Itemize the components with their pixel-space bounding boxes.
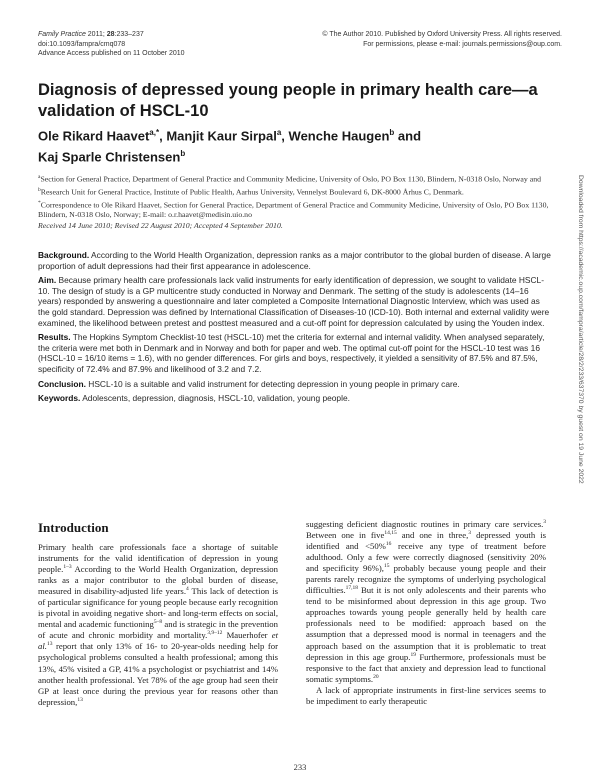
body-text: According to the World Health Organization, depression ranks as a major contributor to the global burden of disease, measured in disability-adjusted life years. xyxy=(38,564,278,597)
abstract xyxy=(38,250,553,408)
received-dates: Received 14 June 2010; Revised 22 August 2010; Accepted 4 September 2010. xyxy=(38,220,283,230)
abstract-background xyxy=(38,250,553,271)
advance-access: Advance Access published on 11 October 2010 xyxy=(38,50,185,58)
citation-ref[interactable]: 3 xyxy=(468,530,472,537)
affil-b: Research Unit for General Practice, Institute of Public Health, Aarhus University, Vennelyst Boulevard 6, DK-8000 Århus C, Denmark. xyxy=(40,187,464,197)
page-number: 233 xyxy=(293,762,307,772)
permissions: For permissions, please e-mail: journals.permissions@oup.com. xyxy=(363,40,562,48)
author-name: Kaj Sparle Christensen xyxy=(38,149,181,165)
journal-year: 2011; xyxy=(85,31,107,38)
body-text: depressed youth is identified and <50% xyxy=(306,530,546,552)
abstract-text: Because primary health care professionals lack valid instruments for early identification of depression, we sought to validate HSCL-10. The design of study is a GP multicentre study conducted in Norway and Denmark. The setting of the study is adolescents (14–16 years) responded by answering a questionnaire and later completed a Composite International Diagnostic Interview, which was used as the gold standard. Depression was defined by International Classification of Diseases-10 (ICD-10). Both internal and external validity were examined, the likelihood between pretest and posttest measured and a cut-off point for depression calculated by using the Youden index. xyxy=(38,275,550,328)
download-watermark xyxy=(574,175,586,575)
abstract-label: Results. xyxy=(38,332,71,343)
article-title: Diagnosis of depressed young people in primary health care—a validation of HSCL-10 xyxy=(38,81,538,120)
author-affil-mark: a, xyxy=(149,128,156,137)
citation-ref[interactable]: 13 xyxy=(77,696,83,703)
copyright: © The Author 2010. Published by Oxford University Press. All rights reserved. xyxy=(322,31,562,38)
citation-line xyxy=(38,30,185,40)
abstract-label: Aim. xyxy=(38,275,57,286)
body-text: and one in three, xyxy=(396,530,469,541)
affiliations xyxy=(38,172,558,231)
doi[interactable]: doi:10.1093/fampra/cmq078 xyxy=(38,40,126,48)
journal-name: Family Practice xyxy=(38,31,86,38)
body-paragraph: A lack of appropriate instruments in first-line services seems to be impediment to early therapeutic xyxy=(306,684,546,706)
citation-ref[interactable]: 4 xyxy=(186,586,189,593)
author-conjunction: and xyxy=(394,128,422,144)
body-paragraph xyxy=(38,542,278,708)
affil-a: Section for General Practice, Department of General Practice and Community Medicine, University of Oslo, PO Box 1130, Blindern, N-0318 Oslo, Norway and xyxy=(40,174,541,184)
author-name: Wenche Haugen xyxy=(288,128,390,144)
body-text: Furthermore, professionals must be responsive to the fact that anxiety and depression lead to functional somatic symptoms. xyxy=(306,651,546,684)
corresponding-mark: * xyxy=(155,128,160,137)
corr-text: Correspondence to Ole Rikard Haavet, Section for General Practice, Department of General Practice and Community Medicine, University of Oslo, PO Box 1130, Blindern, N-0318 Oslo, Norway; E-mail: o.r.haavet@medisin.uio.no xyxy=(38,200,549,220)
citation-ref[interactable]: 19 xyxy=(410,651,416,658)
affil-mark: b xyxy=(38,186,41,193)
citation-ref[interactable]: 20 xyxy=(373,673,379,680)
abstract-label: Keywords. xyxy=(38,393,81,404)
body-column-right xyxy=(306,519,546,707)
body-text: and is strategic in the prevention of acute and chronic morbidity and mortality. xyxy=(38,619,278,641)
citation-ref[interactable]: 13 xyxy=(46,641,53,648)
abstract-results xyxy=(38,332,553,374)
author-name: Ole Rikard Haavet xyxy=(38,128,150,144)
citation-ref[interactable]: 15 xyxy=(383,563,390,570)
journal-pages: :233–237 xyxy=(114,31,144,38)
body-text: But it is not only adolescents and their parents who tend to be misinformed about depression in this age group. Two approaches towards young people generally held by health care professionals need to be modified: approach based on the assumption that a depressed mood is normal in teenagers and the approach based on the assumption that it is problematic to treat depression in this age group. xyxy=(306,585,546,662)
body-text: probably because young people and their parents rarely recognize the symptoms of underlying psychological difficulties. xyxy=(306,563,546,596)
body-text: This lack of detection is of particular significance for young people because early recognition is pivotal in avoiding negative short- and long-term effects on social, mental and academic functioning xyxy=(38,586,278,630)
affil-mark: a xyxy=(38,174,41,180)
abstract-label: Background. xyxy=(38,250,90,260)
body-column-left xyxy=(38,520,278,708)
corr-mark: * xyxy=(38,199,41,206)
abstract-label: Conclusion. xyxy=(38,378,86,389)
author-affil-mark: b xyxy=(389,128,395,137)
journal-volume: 28 xyxy=(106,31,115,38)
author-affil-mark: b xyxy=(180,149,186,159)
citation-ref[interactable]: 5–8 xyxy=(153,619,163,626)
citation-ref[interactable]: 16 xyxy=(385,541,392,548)
body-text: report that only 13% of 16- to 20-year-olds needing help for psychological problems consulted a health professional; among this 13%, 45% visited a GP, 41% a psychologist or psychiatrist and 14% another health professional. Yet 78% of the age group had seen their GP at least once during the previous year for reasons other than depression, xyxy=(38,641,278,707)
citation-ref[interactable]: 17,18 xyxy=(345,585,359,592)
body-text: receive any type of treatment before adulthood. Only a few were correctly diagnosed (sensitivity 20% and specificity 96%), xyxy=(306,541,546,574)
body-text: Mauerhofer xyxy=(222,630,272,641)
copyright-header xyxy=(322,30,562,49)
author-list: Ole Rikard Haavet$^{a,*}$, Manjit Kaur Sirpal$^a$, Wenche Haugen$^b$ and Kaj Sparle Christensen$^b$ xyxy=(38,128,422,165)
body-text: Between one in five xyxy=(306,530,385,541)
body-text-italic: et al. xyxy=(38,630,278,652)
citation-ref[interactable]: 3 xyxy=(543,519,546,526)
citation-ref[interactable]: 14,15 xyxy=(384,530,397,537)
citation-ref[interactable]: 3,9–12 xyxy=(207,630,223,637)
abstract-text: HSCL-10 is a suitable and valid instrument for detecting depression in young people in primary care. xyxy=(85,378,460,389)
body-text: suggesting deficient diagnostic routines in primary care services. xyxy=(306,519,544,529)
correspondence xyxy=(38,198,558,221)
citation-ref[interactable]: 1–3 xyxy=(63,564,72,571)
abstract-text: The Hopkins Symptom Checklist-10 test (HSCL-10) met the criteria for external and internal validity. When analysed separately, the criteria were met both in Denmark and in Norway and both for paper and web. The optimal cut-off point for the HSCL-10 test was 16 (HSCL-10 = 16/10 items = 1.6), with no gender differences. For girls and boys, respectively, it yielded a sensitivity of 87.5% and 87.5%, specificity of 72.4% and 87.9% and likelihood of 3.2 and 7.2. xyxy=(38,332,545,374)
abstract-keywords xyxy=(38,393,553,404)
abstract-conclusion xyxy=(38,379,553,390)
abstract-text: Adolescents, depression, diagnosis, HSCL-10, validation, young people. xyxy=(80,393,350,404)
affiliation-text xyxy=(38,172,558,198)
body-paragraph xyxy=(306,519,546,685)
abstract-aim xyxy=(38,275,553,328)
abstract-text: According to the World Health Organization, depression ranks as a major contributor to the global burden of disease. A large proportion of adult depressions had their first appearance in adolescence. xyxy=(38,250,551,271)
download-note-text[interactable]: Downloaded from https://academic.oup.com/fampra/article/28/2/233/637370 by guest on 19 June 2022 xyxy=(577,175,584,484)
journal-header xyxy=(38,30,185,59)
section-heading: Introduction xyxy=(38,520,109,535)
author-affil-mark: a xyxy=(276,128,282,137)
body-text: Primary health care professionals face a shortage of suitable instruments for the valid identification of depression in young people. xyxy=(38,542,278,575)
author-name: Manjit Kaur Sirpal xyxy=(166,128,277,144)
